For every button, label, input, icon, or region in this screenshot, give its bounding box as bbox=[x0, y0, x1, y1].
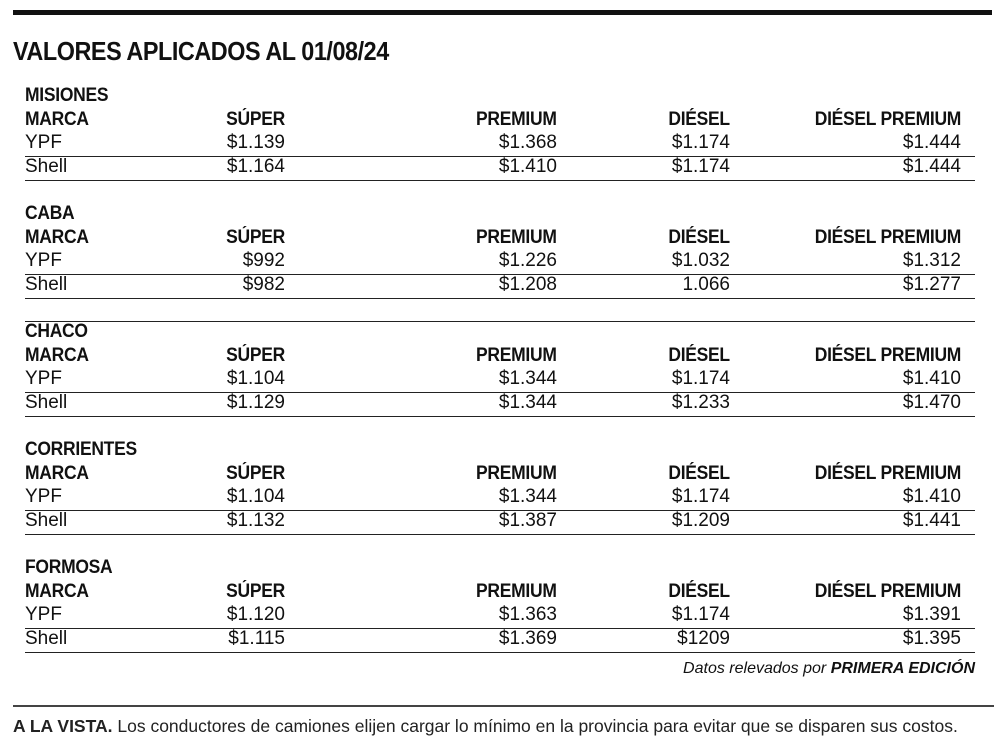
header-super: SÚPER bbox=[226, 581, 285, 602]
top-rule bbox=[13, 10, 992, 15]
header-diesel-premium: DIÉSEL PREMIUM bbox=[814, 227, 961, 248]
diesel-cell: $1.174 bbox=[671, 486, 730, 507]
header-premium: PREMIUM bbox=[476, 227, 557, 248]
table-row bbox=[25, 368, 975, 392]
header-diesel: DIÉSEL bbox=[668, 345, 730, 366]
header-brand: MARCA bbox=[25, 227, 89, 248]
super-cell: $1.104 bbox=[226, 368, 285, 389]
super-cell: $1.164 bbox=[226, 156, 285, 177]
section-corrientes bbox=[25, 439, 975, 539]
premium-cell: $1.208 bbox=[498, 274, 557, 295]
header-premium: PREMIUM bbox=[476, 463, 557, 484]
diesel-premium-cell: $1.444 bbox=[902, 156, 961, 177]
province-name: CABA bbox=[25, 203, 75, 224]
header-diesel: DIÉSEL bbox=[668, 109, 730, 130]
header-diesel-premium: DIÉSEL PREMIUM bbox=[814, 109, 961, 130]
province-name: CHACO bbox=[25, 321, 88, 342]
premium-cell: $1.369 bbox=[498, 628, 557, 649]
diesel-premium-cell: $1.444 bbox=[902, 132, 961, 153]
premium-cell: $1.387 bbox=[498, 510, 557, 531]
super-cell: $1.129 bbox=[226, 392, 285, 413]
section-chaco bbox=[25, 321, 975, 421]
diesel-premium-cell: $1.395 bbox=[902, 628, 961, 649]
row-divider bbox=[25, 298, 975, 299]
table-row bbox=[25, 132, 975, 156]
brand-cell: YPF bbox=[25, 486, 62, 507]
diesel-premium-cell: $1.391 bbox=[902, 604, 961, 625]
province-name: CORRIENTES bbox=[25, 439, 137, 460]
diesel-cell: 1.066 bbox=[682, 274, 730, 295]
diesel-premium-cell: $1.441 bbox=[902, 510, 961, 531]
header-diesel: DIÉSEL bbox=[668, 581, 730, 602]
row-divider bbox=[25, 652, 975, 653]
super-cell: $992 bbox=[242, 250, 285, 271]
table-row bbox=[25, 604, 975, 628]
premium-cell: $1.363 bbox=[498, 604, 557, 625]
brand-cell: YPF bbox=[25, 132, 62, 153]
brand-cell: YPF bbox=[25, 250, 62, 271]
diesel-cell: $1209 bbox=[677, 628, 730, 649]
super-cell: $1.139 bbox=[226, 132, 285, 153]
brand-cell: Shell bbox=[25, 156, 68, 177]
row-divider bbox=[25, 416, 975, 417]
province-name: FORMOSA bbox=[25, 557, 113, 578]
section-misiones bbox=[25, 85, 975, 185]
header-row bbox=[25, 109, 975, 133]
diesel-cell: $1.174 bbox=[671, 156, 730, 177]
brand-cell: Shell bbox=[25, 392, 68, 413]
diesel-cell: $1.032 bbox=[671, 250, 730, 271]
premium-cell: $1.410 bbox=[498, 156, 557, 177]
diesel-premium-cell: $1.410 bbox=[902, 486, 961, 507]
row-divider bbox=[25, 534, 975, 535]
table-row bbox=[25, 274, 975, 298]
table-row bbox=[25, 510, 975, 534]
header-diesel-premium: DIÉSEL PREMIUM bbox=[814, 581, 961, 602]
header-super: SÚPER bbox=[226, 463, 285, 484]
premium-cell: $1.368 bbox=[498, 132, 557, 153]
header-super: SÚPER bbox=[226, 227, 285, 248]
diesel-cell: $1.174 bbox=[671, 604, 730, 625]
header-row bbox=[25, 227, 975, 251]
table-row bbox=[25, 486, 975, 510]
diesel-cell: $1.174 bbox=[671, 368, 730, 389]
diesel-premium-cell: $1.410 bbox=[902, 368, 961, 389]
credit-prefix: Datos relevados por bbox=[683, 660, 827, 677]
header-brand: MARCA bbox=[25, 345, 89, 366]
premium-cell: $1.226 bbox=[498, 250, 557, 271]
table-row bbox=[25, 628, 975, 652]
super-cell: $1.115 bbox=[228, 628, 285, 649]
header-diesel-premium: DIÉSEL PREMIUM bbox=[814, 345, 961, 366]
credit-source: PRIMERA EDICIÓN bbox=[830, 660, 975, 677]
caption-rule bbox=[13, 705, 994, 707]
header-diesel: DIÉSEL bbox=[668, 463, 730, 484]
diesel-premium-cell: $1.470 bbox=[902, 392, 961, 413]
diesel-premium-cell: $1.312 bbox=[902, 250, 961, 271]
caption-lead: A LA VISTA. bbox=[13, 716, 113, 736]
table-row bbox=[25, 250, 975, 274]
header-super: SÚPER bbox=[226, 345, 285, 366]
header-diesel: DIÉSEL bbox=[668, 227, 730, 248]
row-divider bbox=[25, 180, 975, 181]
brand-cell: Shell bbox=[25, 274, 68, 295]
brand-cell: YPF bbox=[25, 604, 62, 625]
diesel-cell: $1.209 bbox=[671, 510, 730, 531]
super-cell: $1.120 bbox=[226, 604, 285, 625]
photo-caption bbox=[13, 716, 958, 737]
premium-cell: $1.344 bbox=[498, 392, 557, 413]
premium-cell: $1.344 bbox=[498, 486, 557, 507]
brand-cell: Shell bbox=[25, 510, 68, 531]
source-credit bbox=[683, 660, 975, 678]
table-row bbox=[25, 156, 975, 180]
premium-cell: $1.344 bbox=[498, 368, 557, 389]
header-premium: PREMIUM bbox=[476, 581, 557, 602]
brand-cell: Shell bbox=[25, 628, 68, 649]
table-row bbox=[25, 392, 975, 416]
section-formosa bbox=[25, 557, 975, 657]
header-row bbox=[25, 463, 975, 487]
diesel-premium-cell: $1.277 bbox=[902, 274, 961, 295]
header-brand: MARCA bbox=[25, 581, 89, 602]
header-brand: MARCA bbox=[25, 109, 89, 130]
province-name: MISIONES bbox=[25, 85, 109, 106]
header-premium: PREMIUM bbox=[476, 345, 557, 366]
brand-cell: YPF bbox=[25, 368, 62, 389]
header-super: SÚPER bbox=[226, 109, 285, 130]
super-cell: $982 bbox=[242, 274, 285, 295]
header-row bbox=[25, 345, 975, 369]
header-premium: PREMIUM bbox=[476, 109, 557, 130]
diesel-cell: $1.233 bbox=[671, 392, 730, 413]
header-brand: MARCA bbox=[25, 463, 89, 484]
section-caba bbox=[25, 203, 975, 303]
super-cell: $1.132 bbox=[226, 510, 285, 531]
caption-text: Los conductores de camiones elijen cargar lo mínimo en la provincia para evitar que se disparen sus costos. bbox=[117, 716, 958, 736]
diesel-cell: $1.174 bbox=[671, 132, 730, 153]
header-diesel-premium: DIÉSEL PREMIUM bbox=[814, 463, 961, 484]
page-title: VALORES APLICADOS AL 01/08/24 bbox=[13, 36, 389, 66]
super-cell: $1.104 bbox=[226, 486, 285, 507]
header-row bbox=[25, 581, 975, 605]
